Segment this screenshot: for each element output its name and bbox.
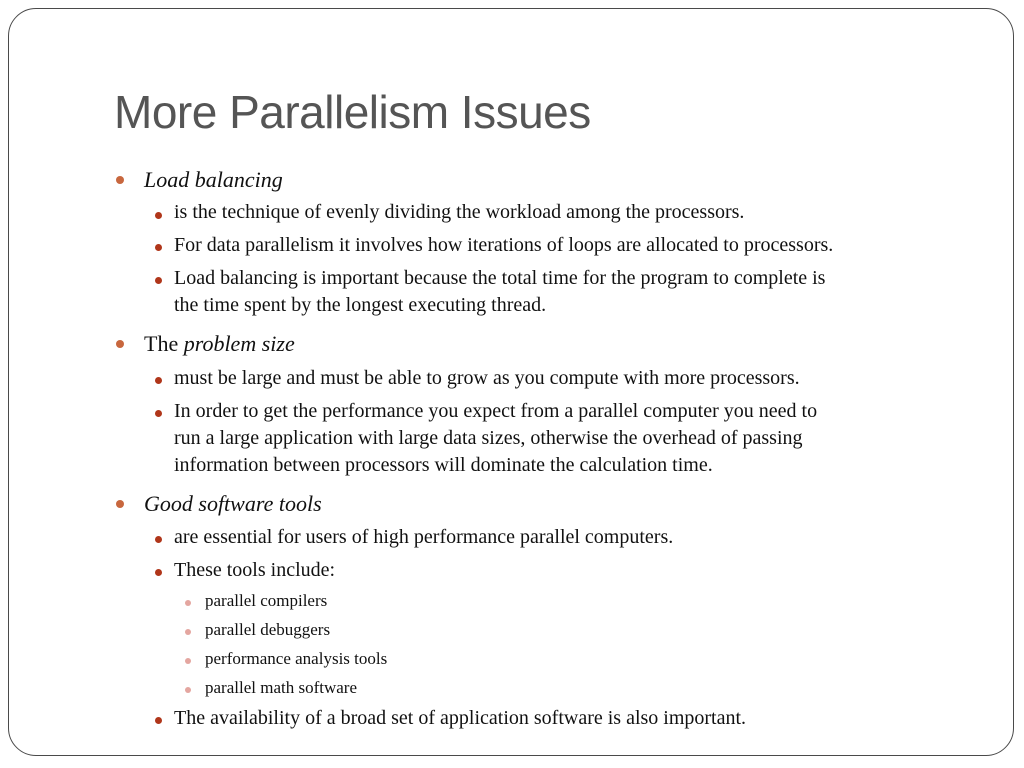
bullet-icon <box>155 377 162 384</box>
bullet-icon <box>155 569 162 576</box>
point-text: Load balancing is important because the total time for the program to complete is <box>174 267 826 289</box>
point-text: In order to get the performance you expect from a parallel computer you need to <box>174 400 818 422</box>
bullet-icon <box>155 277 162 284</box>
point-text: must be large and must be able to grow as you compute with more processors. <box>174 367 800 389</box>
point-text: are essential for users of high performance parallel computers. <box>174 526 674 548</box>
heading-italic-text: problem size <box>183 331 295 356</box>
bullet-icon <box>155 410 162 417</box>
tool-item: parallel math software <box>205 678 357 697</box>
point-text: The availability of a broad set of application software is also important. <box>174 707 747 729</box>
bullet-icon <box>185 600 191 606</box>
point-text-continued: run a large application with large data sizes, otherwise the overhead of passing <box>174 427 803 449</box>
bullet-icon <box>155 536 162 543</box>
point-text: These tools include: <box>174 559 336 581</box>
bullet-icon <box>185 687 191 693</box>
tool-item: performance analysis tools <box>205 649 388 668</box>
section-heading-software-tools <box>144 491 322 517</box>
heading-plain-text: The <box>144 331 179 356</box>
bullet-icon <box>116 176 124 184</box>
point-text-continued: information between processors will dominate the calculation time. <box>174 454 713 476</box>
section-heading-load-balancing <box>144 167 283 193</box>
bullet-icon <box>116 500 124 508</box>
bullet-icon <box>155 717 162 724</box>
bullet-icon <box>155 244 162 251</box>
bullet-icon <box>185 629 191 635</box>
section-heading-problem-size <box>144 331 295 357</box>
heading-italic-text: Good software tools <box>144 491 322 516</box>
bullet-icon <box>116 340 124 348</box>
point-text-continued: the time spent by the longest executing thread. <box>174 294 547 316</box>
tool-item: parallel compilers <box>205 591 328 610</box>
slide-title: More Parallelism Issues <box>114 86 591 138</box>
bullet-icon <box>155 212 162 219</box>
point-text: For data parallelism it involves how iterations of loops are allocated to processors. <box>174 234 834 256</box>
bullet-icon <box>185 658 191 664</box>
heading-italic-text: Load balancing <box>144 167 283 192</box>
point-text: is the technique of evenly dividing the workload among the processors. <box>174 201 745 223</box>
tool-item: parallel debuggers <box>205 620 331 639</box>
